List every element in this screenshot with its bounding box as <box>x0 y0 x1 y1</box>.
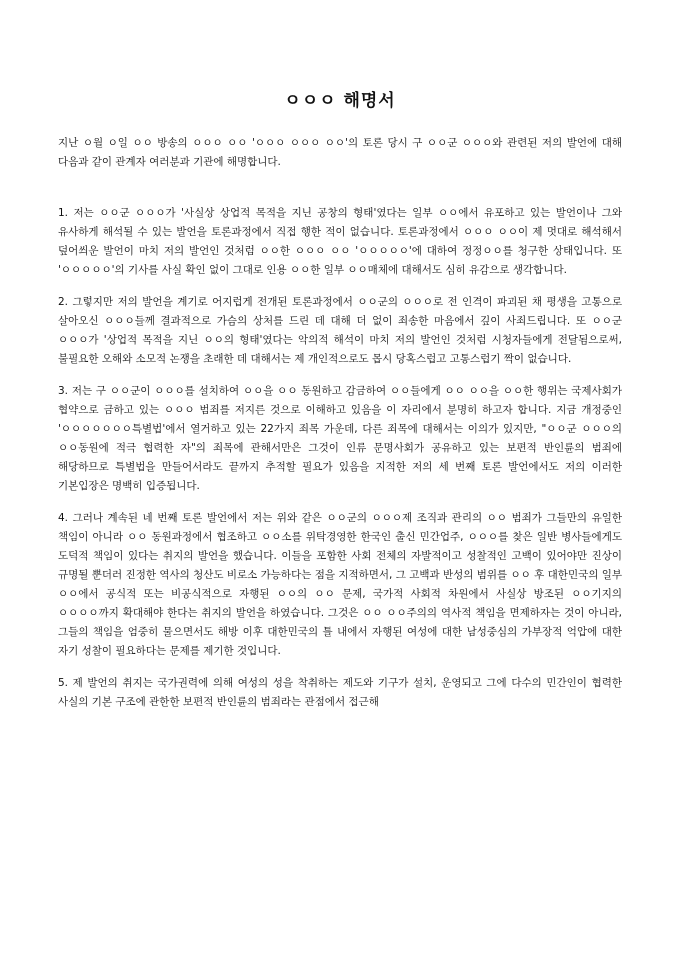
paragraph-5: 5. 제 발언의 취지는 국가권력에 의해 여성의 성을 착취하는 제도와 기구가 설치, 운영되고 그에 다수의 민간인이 협력한 사실의 기본 구조에 관한한 보편적 반인륜의 범죄라는 관점에서 접근해 <box>58 677 622 708</box>
paragraph-2: 2. 그렇지만 저의 발언을 계기로 어지럽게 전개된 토론과정에서 ㅇㅇ군의 ㅇㅇㅇ로 전 인격이 파괴된 채 평생을 고통으로 살아오신 ㅇㅇㅇ들께 결과적으로 가슴의 상처를 드린 데 대해 더 없이 죄송한 마음에서 깊이 사죄드립니다. 또 ㅇㅇ군 ㅇㅇㅇ가 '상업적 목적을 지닌 ㅇㅇ의 형태'였다는 악의적 해석이 마치 저의 발언인 것처럼 시청자들에게 전달됨으로써, 불필요한 오해와 소모적 논쟁을 초래한 데 대해서는 제 개인적으로도 몹시 당혹스럽고 고통스럽기 짝이 없습니다. <box>58 296 622 365</box>
document-title: ㅇㅇㅇ 해명서 <box>284 91 396 111</box>
paragraph-4: 4. 그러나 계속된 네 번째 토론 발언에서 저는 위와 같은 ㅇㅇ군의 ㅇㅇㅇ제 조직과 관리의 ㅇㅇ 범죄가 그들만의 유일한 책임이 아니라 ㅇㅇ 동원과정에서 협조하고 ㅇㅇ소를 위탁경영한 한국인 출신 민간업주, ㅇㅇㅇ를 찾은 일반 병사들에게도 도덕적 책임이 있다는 취지의 발언을 했습니다. 이들을 포함한 사회 전체의 자발적이고 성찰적인 고백이 있어야만 진상이 규명될 뿐더러 진정한 역사의 청산도 비로소 가능하다는 점을 지적하면서, 그 고백과 반성의 범위를 ㅇㅇ 후 대한민국의 일부 ㅇㅇ에서 공식적 또는 비공식적으로 자행된 ㅇㅇ의 ㅇㅇ 문제, 국가적 사회적 차원에서 사실상 방조된 ㅇㅇ기지의 ㅇㅇㅇㅇ까지 확대해야 한다는 취지의 발언을 하였습니다. 그것은 ㅇㅇ ㅇㅇ주의의 역사적 책임을 면제하자는 것이 아니라, 그들의 책임을 엄중히 물으면서도 해방 이후 대한민국의 틀 내에서 자행된 여성에 대한 남성중심의 가부장적 억압에 대한 자기 성찰이 필요하다는 문제를 제기한 것입니다. <box>58 512 622 657</box>
document-body <box>58 134 622 725</box>
paragraph-1: 1. 저는 ㅇㅇ군 ㅇㅇㅇ가 '사실상 상업적 목적을 지닌 공창의 형태'였다는 일부 ㅇㅇ에서 유포하고 있는 발언이나 그와 유사하게 해석될 수 있는 발언을 토론과정에서 직접 행한 적이 없습니다. 토론과정에서 ㅇㅇㅇ ㅇㅇ이 제 멋대로 해석해서 덮어씌운 발언이 마치 저의 발언인 것처럼 ㅇㅇ한 ㅇㅇㅇ ㅇㅇ 'ㅇㅇㅇㅇㅇ'에 대하여 정정ㅇㅇ를 청구한 상태입니다. 또 'ㅇㅇㅇㅇㅇ'의 기사를 사실 확인 없이 그대로 인용 ㅇㅇ한 일부 ㅇㅇ매체에 대해서도 심히 유감으로 생각합니다. <box>58 207 622 276</box>
paragraph-3: 3. 저는 구 ㅇㅇ군이 ㅇㅇㅇ를 설치하여 ㅇㅇ을 ㅇㅇ 동원하고 감금하여 ㅇㅇ들에게 ㅇㅇ ㅇㅇ을 ㅇㅇ한 행위는 국제사회가 협약으로 금하고 있는 ㅇㅇㅇ 범죄를 저지른 것으로 이해하고 있음을 이 자리에서 분명히 하고자 합니다. 지금 개정중인 'ㅇㅇㅇㅇㅇㅇㅇ특별법'에서 열거하고 있는 22가지 죄목 가운데, 다른 죄목에 대해서는 이의가 있지만, "ㅇㅇ군 ㅇㅇㅇ의 ㅇㅇ동원에 적극 협력한 자"의 죄목에 관해서만은 그것이 인류 문명사회가 공유하고 있는 보편적 반인륜의 범죄에 해당하므로 특별법을 만들어서라도 끝까지 추적할 필요가 있음을 지적한 저의 세 번째 토론 발언에서도 저의 이러한 기본입장은 명백히 입증됩니다. <box>58 385 622 492</box>
intro-paragraph: 지난 ㅇ월 ㅇ일 ㅇㅇ 방송의 ㅇㅇㅇ ㅇㅇ 'ㅇㅇㅇ ㅇㅇㅇ ㅇㅇ'의 토론 당시 구 ㅇㅇ군 ㅇㅇㅇ와 관련된 저의 발언에 대해 다음과 같이 관계자 여러분과 기관에 해명합니다. <box>58 137 622 168</box>
